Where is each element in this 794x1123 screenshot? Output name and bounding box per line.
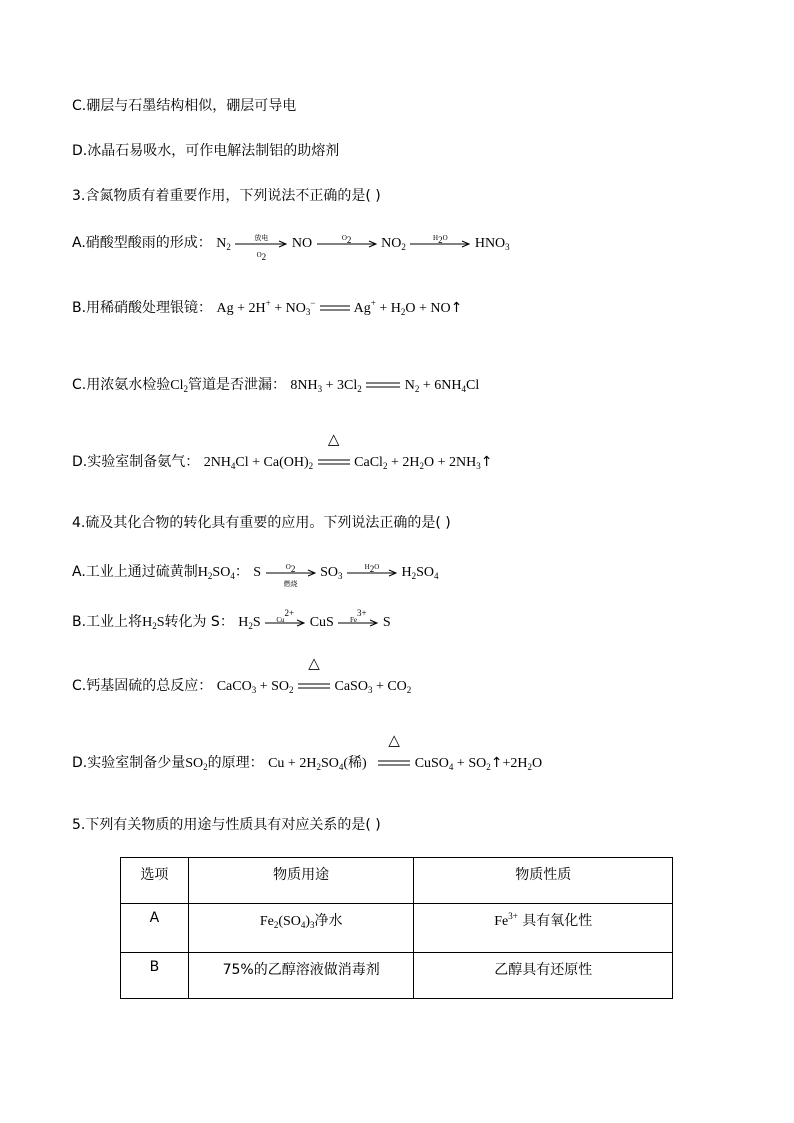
arrow-condition-top: 放电 xyxy=(254,233,269,242)
question-5-stem xyxy=(72,815,381,835)
heat-equals-sign xyxy=(298,653,330,697)
question-3-option-d xyxy=(72,429,493,473)
option-label: C.钙基固硫的总反应： xyxy=(72,678,213,694)
question-text: 4.硫及其化合物的转化具有重要的应用。下列说法正确的是( ) xyxy=(72,515,451,531)
heat-triangle-icon: △ xyxy=(388,730,400,749)
table-row xyxy=(121,904,673,953)
question-4-option-c xyxy=(72,653,412,697)
equals-sign xyxy=(320,299,350,319)
table-cell-use: $Fe_2(SO_4)_3$净水 xyxy=(188,904,414,953)
table-cell-property: $Fe^{3+}$ 具有氧化性 xyxy=(414,904,673,953)
equation: $Ag + 2H^+ + NO_3^-$ $Ag^+ + H_2O$ + NO↑ xyxy=(216,298,463,317)
table-cell-property: 乙醇具有还原性 xyxy=(414,953,673,999)
equation: $H_2S$ $Cu^{2+}$ CuS $Fe^{3+}$ S xyxy=(238,607,391,631)
heat-triangle-icon: △ xyxy=(327,429,340,448)
option-label: B.用稀硝酸处理银镜： xyxy=(72,300,213,316)
table-header-cell: 选项 xyxy=(121,858,189,904)
reaction-arrow: $O_2$ 燃烧 xyxy=(266,566,316,580)
option-label: 转化为 S： xyxy=(164,614,234,630)
option-d-cryolite xyxy=(72,141,339,161)
option-label: B.工业上将 xyxy=(72,614,143,630)
equation: CaCO$_3$ + $SO_2$ △ CaSO$_3$ + $CO_2$ xyxy=(216,653,412,695)
equals-sign xyxy=(366,376,400,396)
option-text: C.硼层与石墨结构相似，硼层可导电 xyxy=(72,98,297,114)
reaction-arrow: $H_2O$ xyxy=(410,237,470,251)
reaction-arrow: $Cu^{2+}$ xyxy=(265,616,305,630)
question-3-option-b xyxy=(72,298,462,319)
table-header-cell: 物质性质 xyxy=(414,858,673,904)
reaction-arrow: 放电 $O_2$ xyxy=(235,237,287,251)
option-c-boron xyxy=(72,96,296,116)
gas-arrow-icon: ↑ xyxy=(490,755,503,771)
question-3-option-a xyxy=(72,233,510,262)
use-text: 净水 xyxy=(314,913,343,929)
option-label: A.工业上通过硫黄制 xyxy=(72,564,198,580)
question-4-option-a: A.工业上通过硫黄制$H_2SO_4$： S $O_2$ 燃烧 $SO_3$ $H_2O$ $H_2SO_4$ xyxy=(72,562,439,588)
table-row xyxy=(121,953,673,999)
arrow-condition-top: O xyxy=(341,233,347,242)
table-cell-option: A xyxy=(121,904,189,953)
question-4-option-b: B.工业上将$H_2S$转化为 S： $H_2S$ $Cu^{2+}$ CuS $Fe^{3+}$ S xyxy=(72,607,391,631)
equation: $2NH_4Cl + Ca(OH)_2$ △ CaCl$_2$ + $2H_2O$ + $2NH_3↑$ xyxy=(203,429,493,471)
option-label: 的原理： xyxy=(207,755,264,771)
option-text: D.冰晶石易吸水，可作电解法制铝的助熔剂 xyxy=(72,143,340,159)
gas-arrow-icon: ↑ xyxy=(450,300,463,316)
heat-equals-sign xyxy=(378,730,410,774)
arrow-condition-top: Cu xyxy=(276,615,285,624)
option-label: D.实验室制备氨气： xyxy=(72,454,200,470)
heat-equals-sign xyxy=(318,429,350,473)
equation: $Cu + 2H_2SO_4$(稀) △ CuSO$_4$ + $SO_2↑+2H_2O$ xyxy=(268,730,543,772)
equation: $N_2$ 放电 $O_2$ NO $O_2$ $NO_2$ $H_2O$ $HNO_3$ xyxy=(216,233,510,262)
question-4-option-d: D.实验室制备少量$SO_2$的原理： $Cu + 2H_2SO_4$(稀) △ CuSO$_4$ + $SO_2↑+2H_2O$ xyxy=(72,730,543,772)
heat-triangle-icon: △ xyxy=(308,653,320,672)
reaction-arrow: $Fe^{3+}$ xyxy=(338,616,378,630)
equation: S $O_2$ 燃烧 $SO_3$ $H_2O$ $H_2SO_4$ xyxy=(253,562,439,588)
property-text: 具有氧化性 xyxy=(522,913,593,929)
question-text: 3.含氮物质有着重要作用，下列说法不正确的是( ) xyxy=(72,188,381,204)
gas-arrow-icon: ↑ xyxy=(480,454,493,470)
table-header-cell: 物质用途 xyxy=(188,858,414,904)
question-3-option-c: C.用浓氨水检验$Cl_2$管道是否泄漏： $8NH_3 + 3Cl_2$ $N_2 + 6NH_4Cl$ xyxy=(72,377,480,394)
equation: $8NH_3 + 3Cl_2$ $N_2 + 6NH_4Cl$ xyxy=(290,378,479,393)
option-label: 管道是否泄漏： xyxy=(187,377,286,393)
arrow-condition-top: Fe xyxy=(350,615,358,624)
options-table xyxy=(120,857,673,999)
arrow-condition-bottom: 燃烧 xyxy=(283,579,298,588)
dilute-note: 稀 xyxy=(348,756,363,771)
table-cell-use: 75%的乙醇溶液做消毒剂 xyxy=(188,953,414,999)
arrow-condition-bottom: O xyxy=(256,250,262,259)
reaction-arrow: $O_2$ xyxy=(317,237,377,251)
option-label: A.硝酸型酸雨的形成： xyxy=(72,235,212,251)
question-3-stem xyxy=(72,186,381,206)
reaction-arrow: $H_2O$ xyxy=(347,566,397,580)
question-4-stem xyxy=(72,513,451,533)
question-text: 5.下列有关物质的用途与性质具有对应关系的是( ) xyxy=(72,817,381,833)
table-cell-option: B xyxy=(121,953,189,999)
table-header-row xyxy=(121,858,673,904)
arrow-condition-top: O xyxy=(285,562,291,571)
option-label: C.用浓氨水检验 xyxy=(72,377,171,393)
option-label: D.实验室制备少量 xyxy=(72,755,186,771)
